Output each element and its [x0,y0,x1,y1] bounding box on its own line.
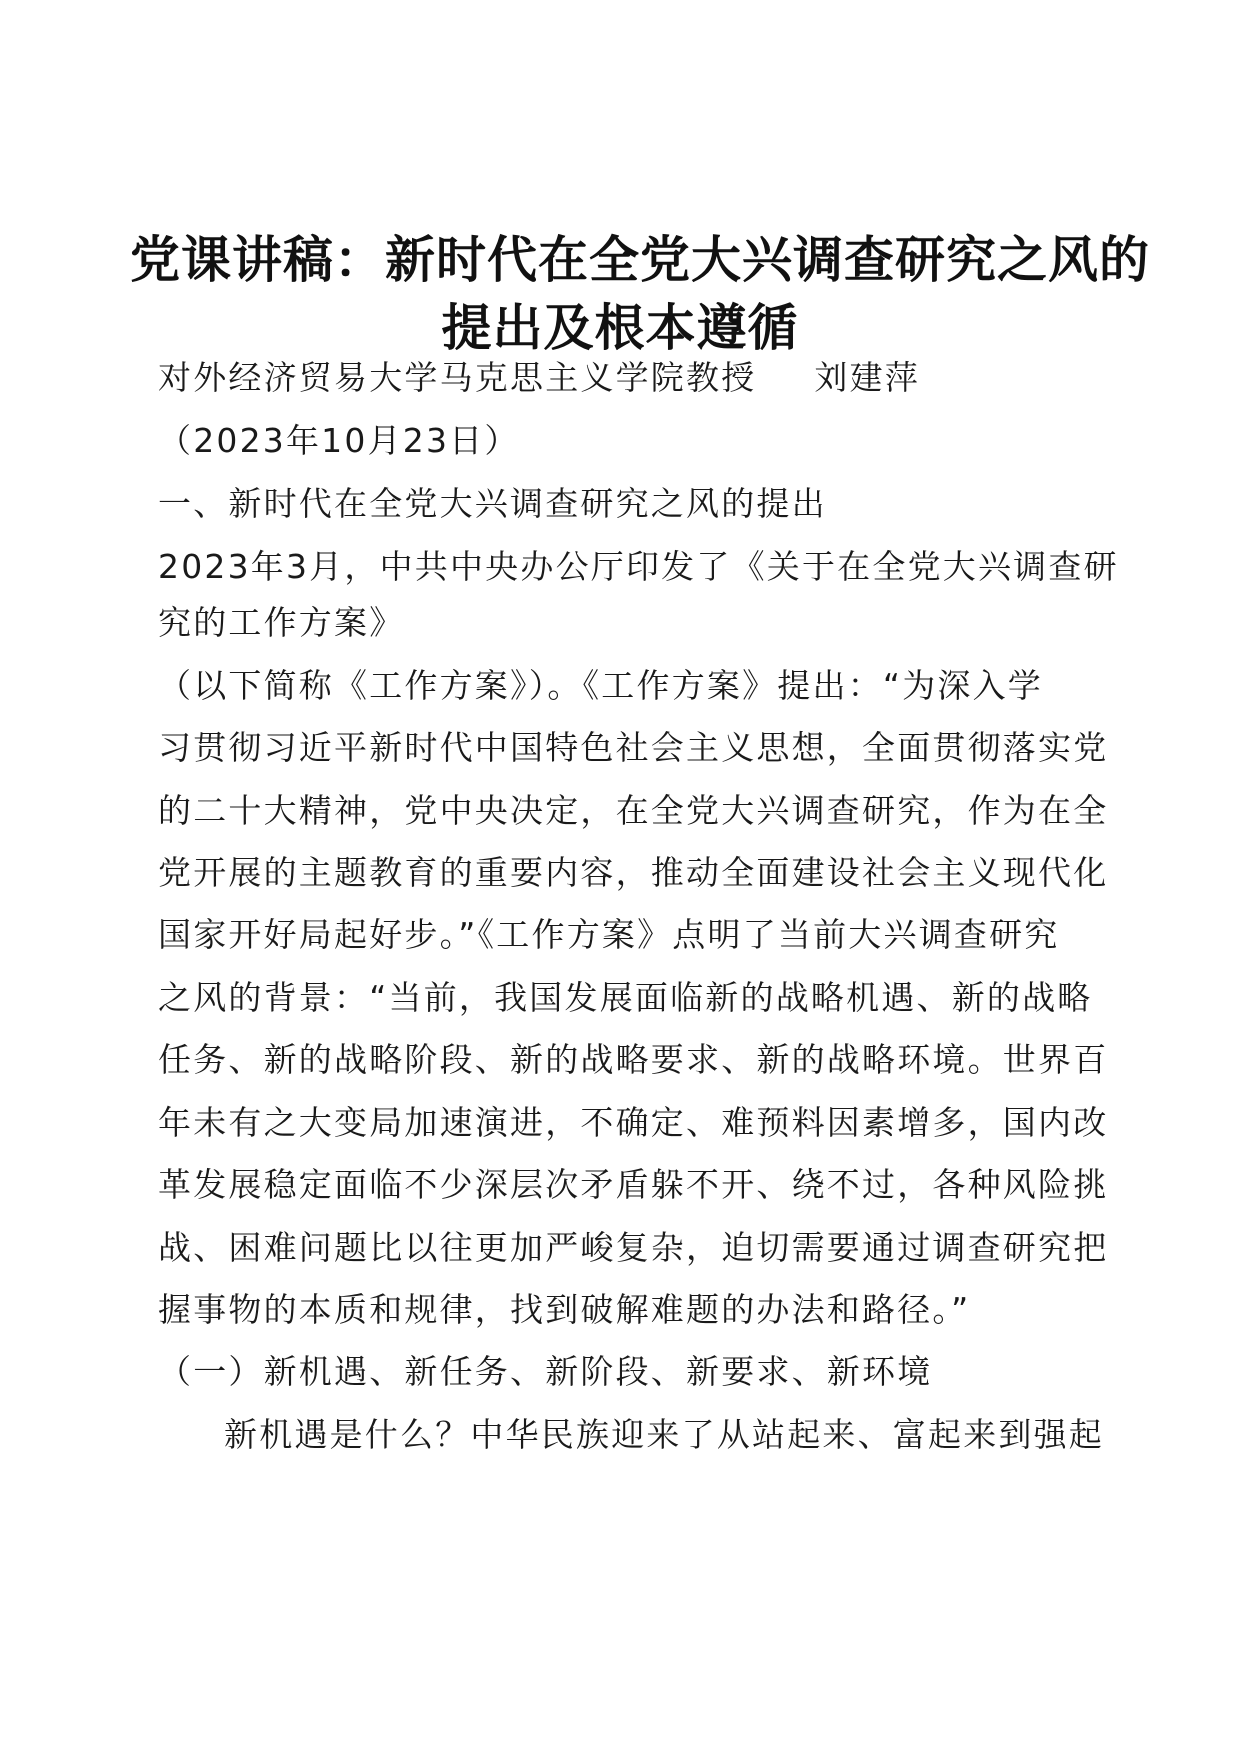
body-line: 革发展稳定面临不少深层次矛盾躲不开、绕不过，各种风险挑 [158,1165,1109,1204]
body-line: 党开展的主题教育的重要内容，推动全面建设社会主义现代化 [158,853,1109,892]
body-line: 习贯彻习近平新时代中国特色社会主义思想，全面贯彻落实党 [158,728,1109,767]
author-affiliation: 对外经济贸易大学马克思主义学院教授 [158,358,757,397]
body-line: 2023年3月，中共中央办公厅印发了《关于在全党大兴调查研 [158,547,1119,586]
subsection-heading: （一）新机遇、新任务、新阶段、新要求、新环境 [158,1352,933,1391]
body-line: 握事物的本质和规律，找到破解难题的办法和路径。” [158,1290,971,1329]
body-line: 战、困难问题比以往更加严峻复杂，迫切需要通过调查研究把 [158,1228,1109,1267]
author-name: 刘建萍 [814,358,921,397]
document-date: （2023年10月23日） [158,421,520,460]
body-line: 究的工作方案》 [158,603,405,642]
body-line: 国家开好局起好步。”《工作方案》点明了当前大兴调查研究 [158,915,1060,954]
section-heading: 一、新时代在全党大兴调查研究之风的提出 [158,484,827,523]
body-line: （以下简称《工作方案》）。《工作方案》提出：“为深入学 [158,666,1043,705]
author-line [158,352,920,399]
body-line: 任务、新的战略阶段、新的战略要求、新的战略环境。世界百 [158,1040,1109,1079]
body-paragraph-start: 新机遇是什么？中华民族迎来了从站起来、富起来到强起 [224,1415,1104,1454]
body-line: 的二十大精神，党中央决定，在全党大兴调查研究，作为在全 [158,791,1109,830]
document-title-line-1: 党课讲稿：新时代在全党大兴调查研究之风的 [130,231,1150,289]
document-title-line-2: 提出及根本遵循 [441,299,799,357]
body-line: 之风的背景：“当前，我国发展面临新的战略机遇、新的战略 [158,978,1093,1017]
body-line: 年未有之大变局加速演进，不确定、难预料因素增多，国内改 [158,1103,1109,1142]
